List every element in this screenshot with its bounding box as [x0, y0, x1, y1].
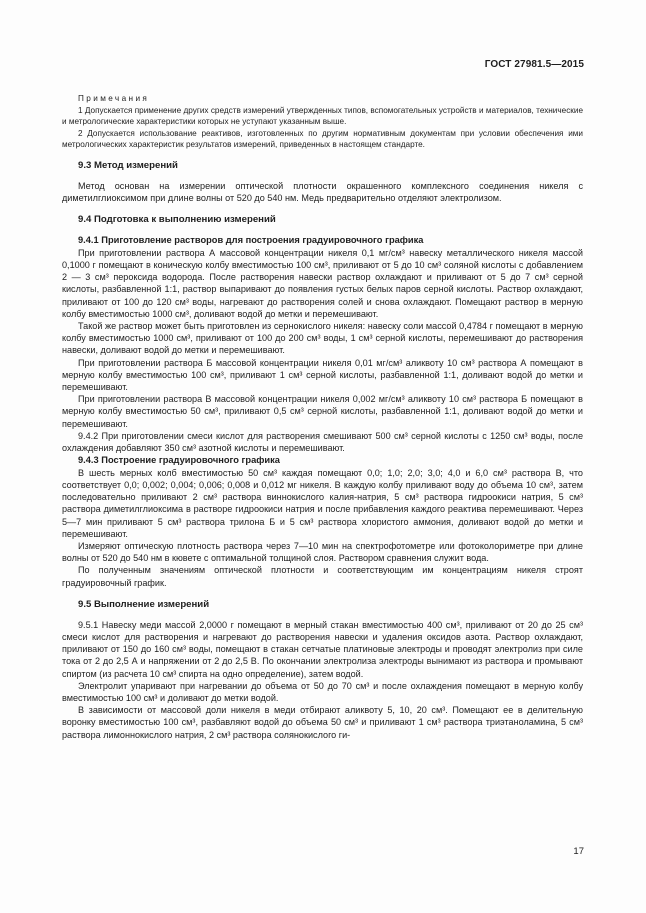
paragraph: При приготовлении раствора В массовой концентрации никеля 0,002 мг/см³ аликвоту 10 см³ раствора Б помещают в мерную колбу вместимостью 50 см³, приливают 0,5 см³ серной кислоты, разбавленной 1:1, доливают водой до метки и перемешивают. — [62, 394, 583, 429]
subsection-heading-9-4-1: 9.4.1 Приготовление растворов для построения градуировочного графика — [78, 235, 424, 246]
paragraph: Электролит упаривают при нагревании до объема от 50 до 70 см³ и после охлаждения помещают в мерную колбу вместимостью 100 см³ и доливают до метки водой. — [62, 680, 583, 703]
section-heading-9-5: 9.5 Выполнение измерений — [78, 598, 210, 610]
paragraph: В шесть мерных колб вместимостью 50 см³ каждая помещают 0,0; 1,0; 2,0; 3,0; 4,0 и 6,0 см³ раствора В, что соответствует 0,0; 0,002; 0,004; 0,006; 0,008 и 0,012 мг никеля. В каждую колбу приливают воду до объема 10 см³, затем последовательно приливают 2 см³ раствора виннокислого калия-натрия, 5 см³ раствора гидроокиси натрия, 5 см³ раствора диметилглиоксима в растворе гидроокиси натрия и после прибавления каждого реактива перемешивают. Через 5—7 мин приливают 5 см³ раствора трилона Б и 5 см³ раствора хлористого аммония, доливают водой до метки и перемешивают. — [62, 467, 583, 539]
page-number: 17 — [573, 846, 584, 857]
note-item: 2 Допускается использование реактивов, изготовленных по другим нормативным документам при условии обеспечения ими метрологических характеристик результатов измерений, приведенных в настоящем стандарте. — [62, 128, 583, 149]
paragraph: Метод основан на измерении оптической плотности окрашенного комплексного соединения никеля с диметилглиоксимом при длине волны от 520 до 540 нм. Медь предварительно отделяют электролизом. — [62, 181, 583, 204]
paragraph: В зависимости от массовой доли никеля в меди отбирают аликвоту 5, 10, 20 см³. Помещают ее в делительную воронку вместимостью 100 см³, разбавляют водой до объема 50 см³ и приливают 1 см³ раствора триэтаноламина, 5 см³ раствора лимоннокислого натрия, 2 см³ раствора солянокислого ги- — [62, 705, 583, 740]
section-heading-9-4: 9.4 Подготовка к выполнению измерений — [78, 214, 276, 226]
paragraph: Такой же раствор может быть приготовлен из сернокислого никеля: навеску соли массой 0,4784 г помещают в мерную колбу вместимостью 1000 см³, приливают от 100 до 200 см³ воды, 1 см³ серной кислоты, перемешивают до растворения навески, доливают водой до метки и перемешивают. — [62, 321, 583, 356]
section-heading-9-3: 9.3 Метод измерений — [78, 160, 178, 172]
doc-header: ГОСТ 27981.5—2015 — [484, 59, 584, 70]
paragraph: При приготовлении раствора Б массовой концентрации никеля 0,01 мг/см³ аликвоту 10 см³ раствора А помещают в мерную колбу вместимостью 100 см³, приливают 1 см³ серной кислоты, разбавленной 1:1, доливают водой до метки и перемешивают. — [62, 357, 583, 393]
document-body — [62, 93, 583, 741]
paragraph: По полученным значениям оптической плотности и соответствующим им концентрациям никеля строят градуировочный график. — [62, 565, 583, 588]
note-item: 1 Допускается применение других средств измерений утвержденных типов, вспомогательных устройств и материалов, технические и метрологические характеристики которых не уступают указанным выше. — [62, 106, 583, 127]
notes-block — [62, 93, 583, 150]
subsection-heading-9-4-3: 9.4.3 Построение градуировочного графика — [78, 455, 280, 466]
paragraph: При приготовлении раствора А массовой концентрации никеля 0,1 мг/см³ навеску металлического никеля массой 0,1000 г помещают в коническую колбу вместимостью 100 см³, приливают от 5 до 10 см³ соляной кислоты с добавлением 2 — 3 см³ пероксида водорода. После растворения навески раствор охлаждают и приливают от 5 до 7 см³ серной кислоты, разбавленной 1:1, раствор выпаривают до появления густых белых паров серной кислоты. Раствор охлаждают, приливают от 100 до 120 см³ воды, нагревают до растворения солей и снова охлаждают. Помещают раствор в мерную колбу вместимостью 1000 см³, доливают водой до метки и перемешивают. — [62, 247, 583, 319]
notes-title: Примечания — [78, 94, 150, 103]
paragraph-9-4-2: 9.4.2 При приготовлении смеси кислот для растворения смешивают 500 см³ серной кислоты с 1250 см³ воды, после охлаждения добавляют 350 см³ азотной кислоты и перемешивают. — [62, 430, 583, 454]
paragraph-9-5-1: 9.5.1 Навеску меди массой 2,0000 г помещают в мерный стакан вместимостью 400 см³, приливают от 20 до 25 см³ смеси кислот для растворения и нагревают до растворения навески и удаления оксидов азота. Раствор охлаждают, приливают от 150 до 160 см³ воды, помещают в стакан сетчатые платиновые электроды и проводят электролиз при силе тока от 2 до 2,5 А и напряжении от 2 до 2,5 В. По окончании электролиза электроды вынимают из раствора и промывают спиртом (из расчета 10 см³ спирта на одно определение), затем водой. — [62, 619, 583, 679]
paragraph: Измеряют оптическую плотность раствора через 7—10 мин на спектрофотометре или фотоколориметре при длине волны от 520 до 540 нм в кювете с оптимальной толщиной слоя. Раствором сравнения служит вода. — [62, 540, 583, 564]
